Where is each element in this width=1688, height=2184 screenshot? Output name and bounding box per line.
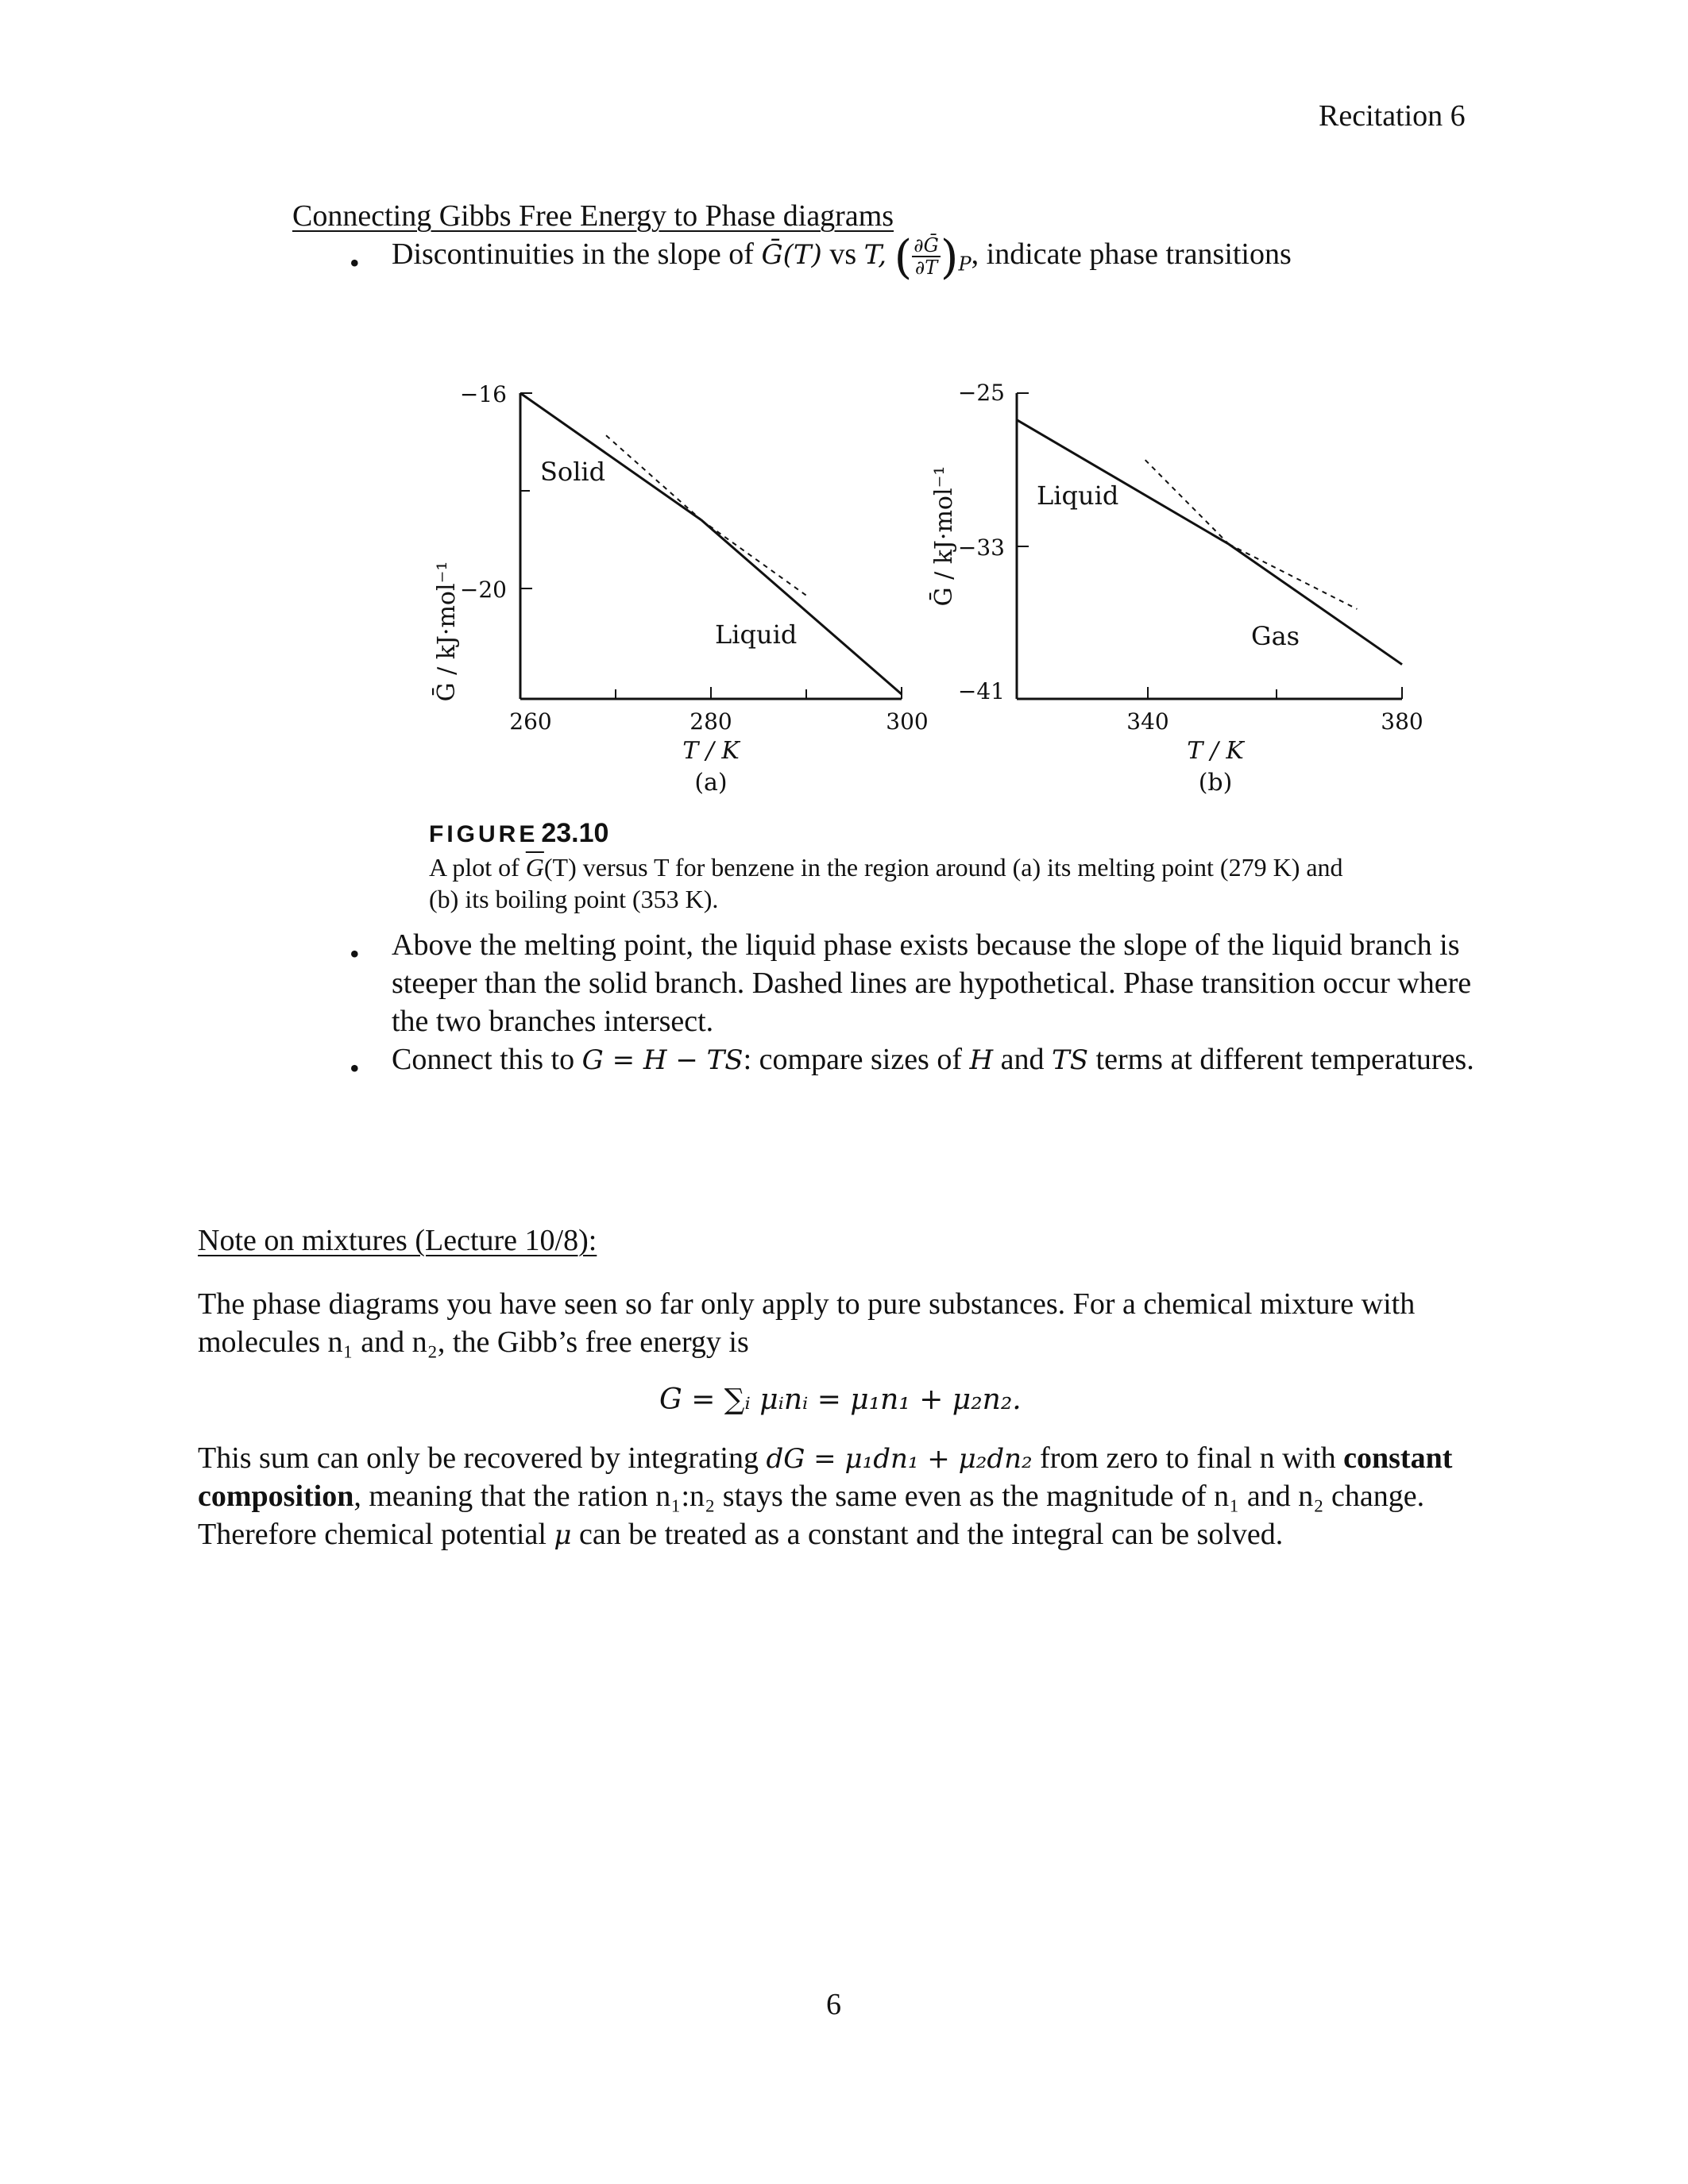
figure-label-text: FIGURE [429, 821, 539, 847]
para-text: can be treated as a constant and the integral can be solved. [571, 1518, 1284, 1551]
region-label-gas: Gas [1251, 621, 1300, 651]
math-t: T, [863, 239, 887, 271]
caption-text: (T) versus T for benzene in the region around (a) its melting point (279 K) and [543, 853, 1343, 882]
caption-text: A plot of [429, 853, 526, 882]
y-tick-label-b: −41 [957, 678, 1005, 704]
y-tick-label-b: −33 [957, 534, 1005, 561]
page-number: 6 [826, 1988, 841, 2021]
math-h: H [969, 1044, 994, 1076]
bullet-marker: • [350, 247, 360, 279]
bullet-discontinuities [392, 230, 1292, 284]
figure-caption-line1 [429, 851, 1343, 883]
y-tick-label-a: −16 [459, 381, 507, 407]
y-tick-label-b: −25 [957, 380, 1005, 406]
figure-number: 23.10 [541, 818, 609, 848]
bullet-melting-line2: steeper than the solid branch. Dashed lines are hypothetical. Phase transition occur where [392, 967, 1472, 1000]
figure-label [429, 818, 608, 849]
mixtures-para2-line1 [198, 1439, 1452, 1478]
y-tick-label-a: −20 [459, 577, 507, 603]
series-line-solid-hypothetical [701, 520, 806, 596]
subscript-p: P [958, 253, 971, 276]
panel-label-a: (a) [694, 769, 728, 797]
x-axis-label-a: T / K [682, 737, 740, 765]
figure-23-10 [413, 365, 1446, 810]
para-text: , meaning that the ration n₁:n₂ stays the same even as the magnitude of n₁ and n₂ change. [353, 1480, 1425, 1513]
math-dg: dG = μ₁dn₁ + μ₂dn₂ [766, 1443, 1033, 1475]
mixtures-para1-line2: molecules n₁ and n₂, the Gibb’s free energy is [198, 1325, 749, 1359]
bold-constant: constant [1343, 1441, 1453, 1475]
bullet-melting-line3: the two branches intersect. [392, 1005, 714, 1038]
region-label-solid: Solid [540, 457, 606, 487]
region-label-liquid-a: Liquid [715, 619, 798, 650]
bold-composition: composition [198, 1480, 354, 1513]
math-g-h-ts: G = H − TS [581, 1044, 744, 1076]
x-tick-label-b: 380 [1381, 708, 1423, 735]
figure-caption-line2: (b) its boiling point (353 K). [429, 885, 719, 913]
math-g-of-t: Ḡ(T) [761, 239, 822, 271]
derivative-numerator: ∂Ḡ [914, 234, 939, 257]
x-tick-label-a: 300 [886, 708, 929, 735]
bullet-marker: • [350, 1052, 360, 1084]
chart-panel-a [431, 381, 929, 797]
x-axis-label-b: T / K [1187, 737, 1244, 765]
bullet-text: terms at different temperatures. [1088, 1043, 1474, 1076]
region-label-liquid-b: Liquid [1037, 480, 1119, 511]
paren-close: ) [940, 230, 959, 284]
bullet-text: Discontinuities in the slope of [392, 237, 762, 271]
bullet-text: : compare sizes of [743, 1043, 970, 1076]
mixtures-para2-line2 [198, 1477, 1424, 1515]
bullet-marker: • [350, 938, 360, 970]
para-text: Therefore chemical potential [198, 1518, 554, 1551]
x-tick-label-b: 340 [1126, 708, 1169, 735]
section-title-gibbs: Connecting Gibbs Free Energy to Phase diagrams [292, 199, 894, 233]
panel-label-b: (b) [1198, 769, 1233, 797]
math-ts: TS [1052, 1044, 1089, 1076]
series-line-liquid-hypothetical [1229, 544, 1358, 609]
bullet-text: and [993, 1043, 1053, 1076]
derivative-denominator: ∂T [914, 257, 938, 280]
series-line-liquid-hypothetical [606, 435, 701, 520]
y-axis-label-a: Ḡ / kJ·mol⁻¹ [433, 561, 461, 702]
mixtures-para1-line1: The phase diagrams you have seen so far only apply to pure substances. For a chemical mixture with [198, 1287, 1416, 1321]
y-axis-label-b: Ḡ / kJ·mol⁻¹ [930, 465, 958, 607]
bullet-text: Connect this to [392, 1043, 582, 1076]
x-tick-label-a: 280 [689, 708, 732, 735]
partial-derivative [912, 235, 941, 278]
chart-panel-b [929, 380, 1423, 797]
bullet-text-suffix: , indicate phase transitions [971, 237, 1292, 271]
paren-open: ( [894, 230, 913, 284]
para-text: from zero to final n with [1032, 1441, 1344, 1475]
section-title-mixtures: Note on mixtures (Lecture 10/8): [198, 1224, 597, 1257]
bullet-melting-line1: Above the melting point, the liquid phase exists because the slope of the liquid branch is [392, 928, 1460, 962]
bullet-connect [392, 1040, 1474, 1079]
gibbs-mixture-equation: G = ∑ᵢ μᵢnᵢ = μ₁n₁ + μ₂n₂. [659, 1383, 1022, 1416]
math-mu: μ [554, 1519, 572, 1551]
mixtures-para2-line3 [198, 1515, 1283, 1554]
caption-g-overbar: $\overline{G}$ [525, 853, 544, 882]
bullet-text-vs: vs [821, 237, 864, 271]
para-text: This sum can only be recovered by integrating [198, 1441, 767, 1475]
x-tick-label-a: 260 [509, 708, 552, 735]
series-line-liquid [701, 520, 902, 694]
page-header: Recitation 6 [1319, 99, 1466, 133]
